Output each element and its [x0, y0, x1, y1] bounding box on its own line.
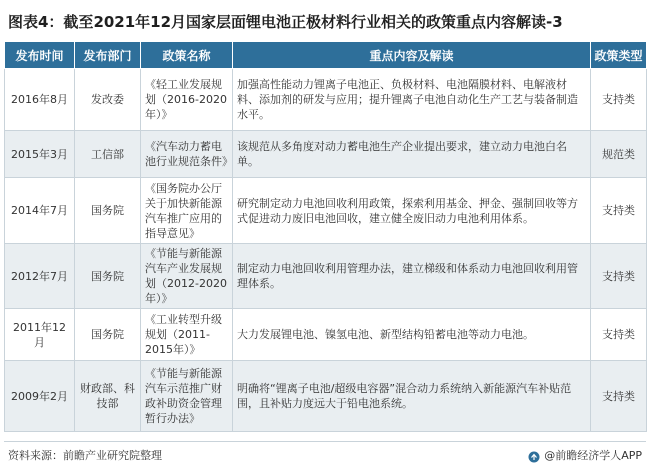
cell-policy-name: 《国务院办公厅关于加快新能源汽车推广应用的指导意见》 [141, 178, 233, 244]
table-row [5, 69, 647, 131]
cell-date: 2011年12月 [5, 309, 75, 361]
cell-policy-type: 支持类 [591, 69, 647, 131]
cell-date: 2016年8月 [5, 69, 75, 131]
cell-policy-name: 《轻工业发展规划（2016-2020年）》 [141, 69, 233, 131]
cell-content: 大力发展锂电池、镍氢电池、新型结构铅蓄电池等动力电池。 [233, 309, 591, 361]
cell-date: 2012年7月 [5, 244, 75, 309]
table-row [5, 244, 647, 309]
cell-department: 国务院 [75, 244, 141, 309]
cell-department: 财政部、科技部 [75, 361, 141, 432]
cell-date: 2015年3月 [5, 131, 75, 178]
header-content: 重点内容及解读 [233, 42, 591, 69]
cell-content: 研究制定动力电池回收利用政策，探索利用基金、押金、强制回收等方式促进动力废旧电池回收，建立健全废旧动力电池利用体系。 [233, 178, 591, 244]
cell-department: 工信部 [75, 131, 141, 178]
cell-department: 发改委 [75, 69, 141, 131]
cell-department: 国务院 [75, 309, 141, 361]
table-row [5, 309, 647, 361]
cell-content: 明确将“锂离子电池/超级电容器”混合动力系统纳入新能源汽车补贴范围，且补贴力度远大于铅电池系统。 [233, 361, 591, 432]
cell-policy-type: 支持类 [591, 244, 647, 309]
cell-content: 加强高性能动力锂离子电池正、负极材料、电池隔膜材料、电解液材料、添加剂的研发与应用；提升锂离子电池自动化生产工艺与装备制造水平。 [233, 69, 591, 131]
cell-date: 2009年2月 [5, 361, 75, 432]
policy-table [4, 41, 647, 432]
cell-policy-type: 支持类 [591, 309, 647, 361]
footer-divider [4, 441, 646, 442]
source-note: 资料来源：前瞻产业研究院整理 [8, 449, 162, 462]
cell-policy-name: 《汽车动力蓄电池行业规范条件》 [141, 131, 233, 178]
table-row [5, 361, 647, 432]
cell-department: 国务院 [75, 178, 141, 244]
cell-policy-type: 支持类 [591, 361, 647, 432]
cell-content: 制定动力电池回收利用管理办法，建立梯级和体系动力电池回收利用管理体系。 [233, 244, 591, 309]
cell-policy-type: 规范类 [591, 131, 647, 178]
header-date: 发布时间 [5, 42, 75, 69]
cell-date: 2014年7月 [5, 178, 75, 244]
cell-policy-name: 《节能与新能源汽车示范推广财政补助资金管理暂行办法》 [141, 361, 233, 432]
table-row [5, 131, 647, 178]
page-title: 图表4：截至2021年12月国家层面锂电池正极材料行业相关的政策重点内容解读-3 [8, 13, 563, 31]
header-department: 发布部门 [75, 42, 141, 69]
brand-text: @前瞻经济学人APP [544, 449, 642, 462]
table-header-row [5, 42, 647, 69]
table-row [5, 178, 647, 244]
cell-policy-name: 《节能与新能源汽车产业发展规划（2012-2020年）》 [141, 244, 233, 309]
cell-content: 该规范从多角度对动力蓄电池生产企业提出要求，建立动力电池白名单。 [233, 131, 591, 178]
brand-attribution [528, 446, 642, 466]
cell-policy-name: 《工业转型升级规划（2011-2015年）》 [141, 309, 233, 361]
header-policy-type: 政策类型 [591, 42, 647, 69]
header-policy-name: 政策名称 [141, 42, 233, 69]
cell-policy-type: 支持类 [591, 178, 647, 244]
qianzhan-logo-icon [528, 450, 540, 462]
